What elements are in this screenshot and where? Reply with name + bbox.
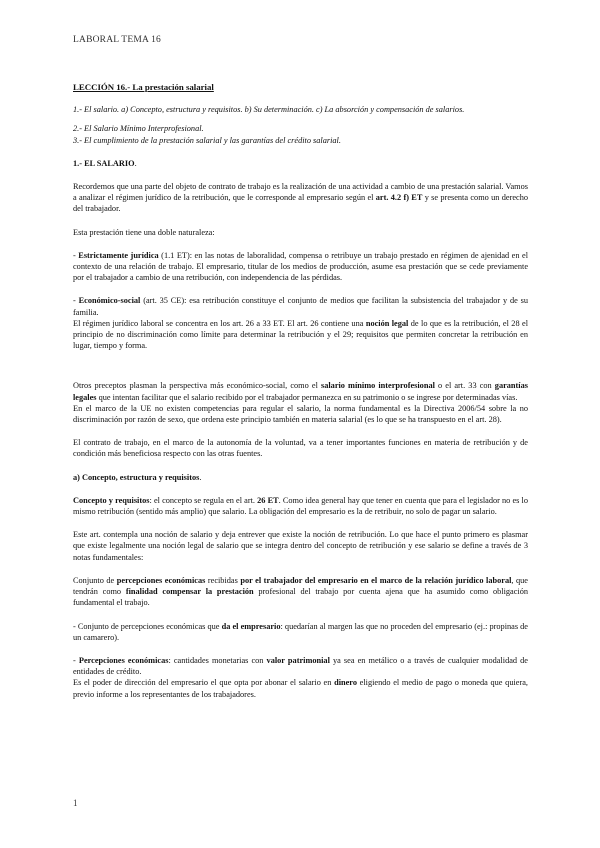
- subsection-heading-a: a) Concepto, estructura y requisitos.: [73, 472, 202, 482]
- paragraph-regimen: El régimen jurídico laboral se concentra en los art. 26 a 33 ET. El art. 26 contiene una noción legal de lo que es la retribución, el 28 el principio de no discriminación como límite para determinar la retribución y el 29; requisitos que permiten concretar la retribución en lugar, tiempo y forma.: [73, 318, 529, 351]
- page-number: 1: [73, 798, 78, 808]
- paragraph-intro: Recordemos que una parte del objeto de contrato de trabajo es la realización de una actividad a cambio de una prestación salarial. Vamos a analizar el régimen jurídico de la retribución, que le corresponde al empresario según el art. 4.2 f) ET y se presenta como un derecho del trabajador.: [73, 182, 528, 214]
- paragraph-poder-direccion: Es el poder de dirección del empresario el que opta por abonar el salario en dinero eligiendo el medio de pago o moneda que quiera, previo informe a los representantes de los trabajadores.: [73, 678, 528, 699]
- bullet-empresario: - Conjunto de percepciones económicas que da el empresario: quedarían al margen las que no proceden del empresario (ej.: propinas de un camarero).: [73, 621, 528, 642]
- toc-item-3: 3.- El cumplimiento de la prestación salarial y las garantías del crédito salarial.: [73, 135, 341, 145]
- paragraph-ue: En el marco de la UE no existen competencias para regular el salario, la norma fundamental es la Directiva 2006/54 sobre la no discriminación por razón de sexo, que ordena este principio también en materia salarial (es lo que se ha transpuesto en el art. 28).: [73, 403, 528, 425]
- paragraph-nocion: Este art. contempla una noción de salario y deja entrever que existe la noción de retribución. Lo que hace el punto primero es plasmar que existe legalmente una noción legal de salario que se integra dentro del concepto de retribución y ese salario se define a través de 3 notas fundamentales:: [73, 530, 528, 562]
- toc-item-2: 2.- El Salario Mínimo Interprofesional.: [73, 124, 204, 134]
- bullet-juridica: - Estrictamente jurídica (1.1 ET): en las notas de laboralidad, compensa o retribuye un trabajo prestado en régimen de ajenidad en el contexto de una relación de trabajo. El empresario, titular de los medios de producción, asume esa prestación que se cede previamente por el trabajador a cambio de una retribución, con independencia de las pérdidas.: [73, 250, 528, 283]
- bullet-economico-social: - Económico-social (art. 35 CE): esa retribución constituye el conjunto de medios que facilitan la subsistencia del trabajador y de su familia.: [73, 296, 529, 317]
- toc-item-1: 1.- El salario. a) Concepto, estructura y requisitos. b) Su determinación. c) La absorción y compensación de salarios.: [73, 105, 465, 115]
- bullet-percepciones: - Percepciones económicas: cantidades monetarias con valor patrimonial ya sea en metálico o a través de cualquier modalidad de entidades de crédito.: [73, 655, 528, 677]
- section-heading-1: 1.- EL SALARIO.: [73, 158, 137, 168]
- lesson-title: LECCIÓN 16.- La prestación salarial: [73, 82, 214, 92]
- paragraph-otros-preceptos: Otros preceptos plasman la perspectiva más económico-social, como el salario mínimo interprofesional o el art. 33 con garantías legales que intentan facilitar que el salario recibido por el trabajador permanezca en su patrimonio o se ingrese por determinadas vías.: [73, 381, 528, 402]
- paragraph-contrato: El contrato de trabajo, en el marco de la autonomía de la voluntad, va a tener importantes funciones en materia de retribución y de condición más beneficiosa respecto con las otras fuentes.: [73, 438, 528, 459]
- paragraph-definicion: Conjunto de percepciones económicas recibidas por el trabajador del empresario en el marco de la relación jurídico laboral, que tendrán como finalidad compensar la prestación profesional del trabajo por cuenta ajena que ha asumido como obligación fundamental el trabajo.: [73, 575, 528, 608]
- document-body: [73, 82, 528, 700]
- paragraph-double-nature: Esta prestación tiene una doble naturaleza:: [73, 227, 215, 237]
- running-header: LABORAL TEMA 16: [73, 35, 161, 45]
- paragraph-concepto: Concepto y requisitos: el concepto se regula en el art. 26 ET. Como idea general hay que tener en cuenta que para el legislador no es lo mismo retribución (sentido más amplio) que salario. La obligación del empresario es la de retribuir, no solo de pagar un salario.: [73, 495, 528, 517]
